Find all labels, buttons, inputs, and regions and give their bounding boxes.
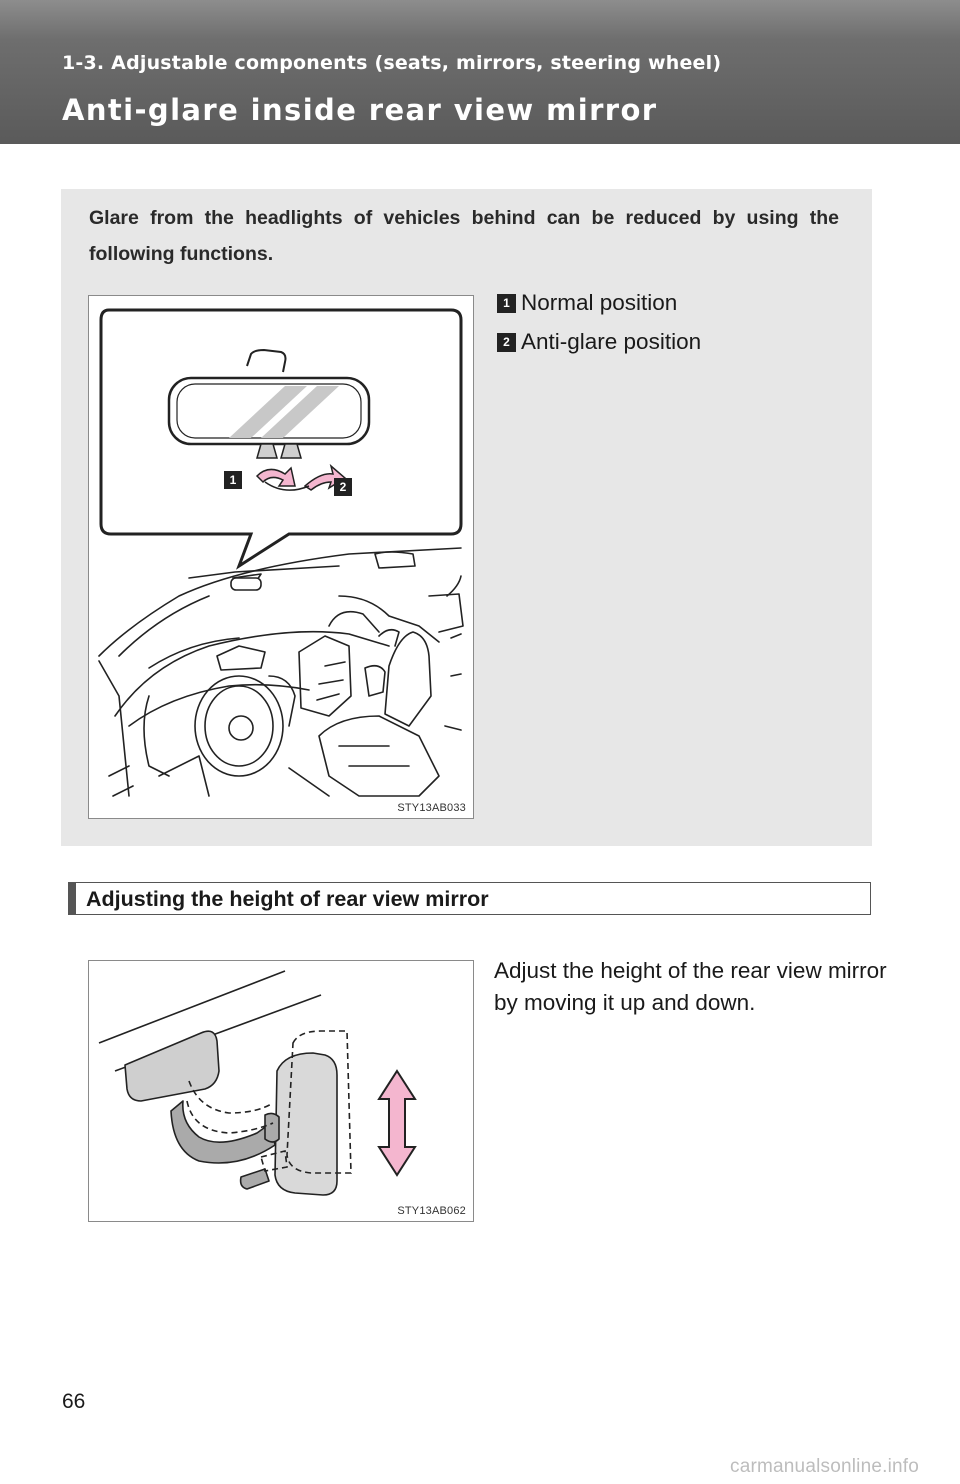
intro-text: Glare from the headlights of vehicles behind can be reduced by using the following functions. <box>89 207 839 265</box>
watermark: carmanualsonline.info <box>730 1456 920 1477</box>
legend-label: Normal position <box>521 290 678 315</box>
legend-label: Anti-glare position <box>521 329 702 354</box>
page-title: Anti-glare inside rear view mirror <box>62 93 658 127</box>
number-badge-icon: 1 <box>497 294 516 313</box>
section-heading: 1-3. Adjustable components (seats, mirrors, steering wheel) <box>62 52 722 74</box>
figure-code: STY13AB062 <box>397 1205 466 1217</box>
figure-code: STY13AB033 <box>397 802 466 814</box>
height-adjust-text: Adjust the height of the rear view mirror by moving it up and down. <box>494 958 887 1015</box>
mirror-interior-illustration <box>89 296 473 818</box>
figure-anti-glare-mirror <box>88 295 474 819</box>
number-badge-icon: 2 <box>497 333 516 352</box>
page-number: 66 <box>62 1390 86 1413</box>
mirror-height-illustration <box>89 961 473 1221</box>
subsection-heading <box>68 882 871 915</box>
page-header <box>0 0 960 144</box>
callout-2: 2 <box>339 480 347 494</box>
subsection-title: Adjusting the height of rear view mirror <box>86 887 489 911</box>
callout-1: 1 <box>229 473 237 487</box>
figure-mirror-height <box>88 960 474 1222</box>
legend-item-normal <box>497 290 677 316</box>
legend-item-anti-glare <box>497 329 701 355</box>
